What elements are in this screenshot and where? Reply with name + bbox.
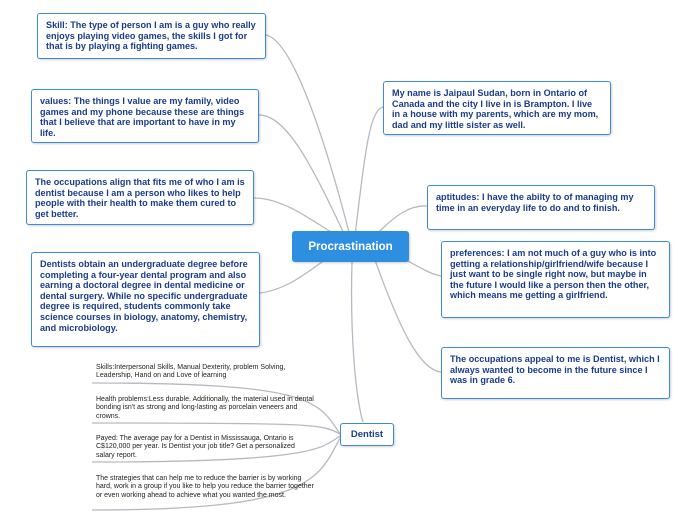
dentist-node-label: Dentist <box>350 429 384 440</box>
subtopic-health-problems[interactable] <box>94 396 316 422</box>
subtopic-dentist-skills[interactable] <box>94 364 316 382</box>
subtopic-strategies-text: The strategies that can help me to reduce the barrier is by working hard, work in a group if you like to help you reduce the barrier together or even working ahead to achieve what you wanted the most. <box>96 475 314 499</box>
topic-occupation-appeal-text: The occupations appeal to me is Dentist, which I always wanted to become in the future since I was in grade 6. <box>450 354 660 386</box>
subtopic-health-problems-text: Health problems:Less durable. Additionally, the material used in dental bonding isn't as strong and long-lasting as porcelain veneers and crowns. <box>96 396 314 420</box>
dentist-node[interactable] <box>340 423 394 446</box>
subtopic-dentist-skills-text: Skills:Interpersonal Skills, Manual Dexterity, problem Solving, Leadership, Hand on and Love of learning <box>96 364 286 380</box>
central-topic[interactable] <box>292 231 409 262</box>
connector-right-4 <box>375 260 441 372</box>
subtopic-strategies[interactable] <box>94 475 316 509</box>
topic-personal-info-text: My name is Jaipaul Sudan, born in Ontario of Canada and the city I live in is Brampton. I live in a house with my parents, which are my mom, dad and my little sister as well. <box>392 88 599 130</box>
connector-left-1 <box>266 35 350 236</box>
topic-dental-education[interactable] <box>31 252 260 347</box>
topic-occupation-appeal[interactable] <box>441 347 670 399</box>
topic-values-text: values: The things I value are my family, video games and my phone because these are things that I believe that are important to have in my life. <box>40 96 245 138</box>
subtopic-pay[interactable] <box>94 435 316 461</box>
connector-dentist <box>352 262 363 422</box>
topic-occupation-align-text: The occupations align that fits me of who I am is dentist because I am a person who likes to help people with their health to make them cured to get better. <box>35 177 245 219</box>
central-topic-label: Procrastination <box>308 240 393 253</box>
topic-preferences-text: preferences: I am not much of a guy who is into getting a relationship/girlfriend/wife because I just want to be single right now, but maybe in the future I would like a person then the other, which means me getting a girlfriend. <box>450 248 657 301</box>
connector-left-2 <box>259 115 345 236</box>
topic-aptitudes-text: aptitudes: I have the abilty to of managing my time in an everyday life to do and to finish. <box>436 192 634 213</box>
topic-skill[interactable] <box>37 13 266 59</box>
topic-values[interactable] <box>31 89 259 143</box>
topic-occupation-align[interactable] <box>26 170 254 225</box>
topic-preferences[interactable] <box>441 241 670 318</box>
topic-skill-text: Skill: The type of person I am is a guy who really enjoys playing video games, the skills I got for that is by playing a fighting games. <box>46 20 256 52</box>
subtopic-pay-text: Payed: The average pay for a Dentist in Mississauga, Ontario is C$120,000 per year. Is Dentist your job title? Get a personalized salary report. <box>96 435 295 459</box>
connector-sub-2 <box>92 423 340 434</box>
topic-personal-info[interactable] <box>383 81 611 135</box>
connector-right-1 <box>355 107 383 236</box>
topic-aptitudes[interactable] <box>427 185 655 230</box>
topic-dental-education-text: Dentists obtain an undergraduate degree before completing a four-year dental program and also earning a doctoral degree in dental medicine or dental surgery. While no specific undergraduate degree is required, students commonly take science courses in biology, anatomy, chemistry, and microbiology. <box>40 259 248 333</box>
